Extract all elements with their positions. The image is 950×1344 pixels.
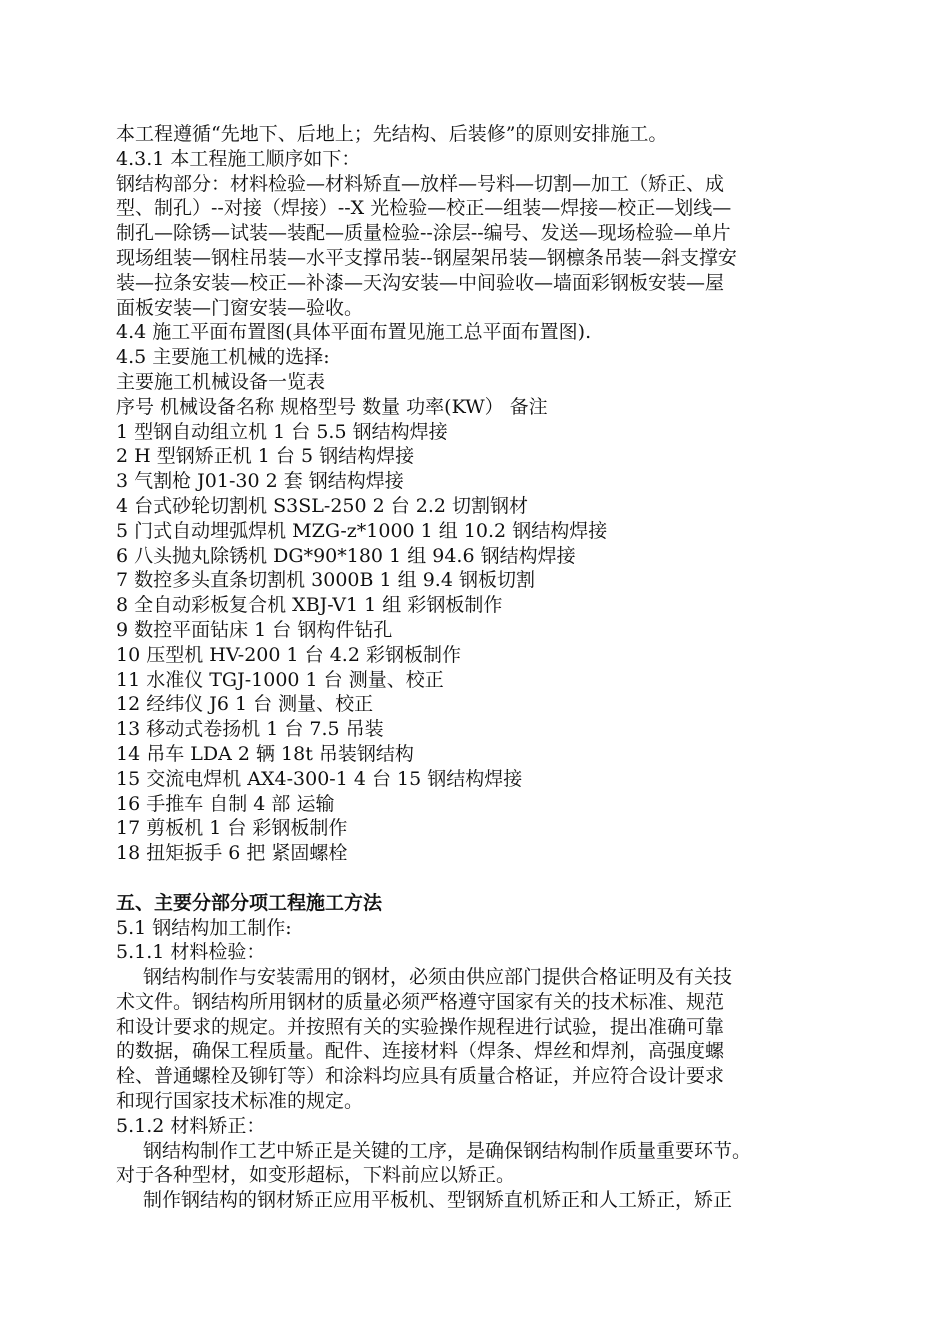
equipment-row: 13 移动式卷扬机 1 台 7.5 吊装 xyxy=(116,718,384,741)
equipment-table-header: 序号 机械设备名称 规格型号 数量 功率(KW） 备注 xyxy=(116,395,548,418)
paragraph-line: 和现行国家技术标准的规定。 xyxy=(116,1090,364,1113)
section-5-1-1-title: 5.1.1 材料检验： xyxy=(116,941,266,964)
paragraph-line: 栓、普通螺栓及铆钉等）和涂料均应具有质量合格证，并应符合设计要求 xyxy=(116,1065,725,1088)
section-5-1-title: 5.1 钢结构加工制作: xyxy=(116,916,292,939)
paragraph-line: 制作钢结构的钢材矫正应用平板机、型钢矫直机矫正和人工矫正，矫正 xyxy=(143,1189,733,1212)
paragraph-material-straightening xyxy=(116,1139,876,1189)
equipment-row: 12 经纬仪 J6 1 台 测量、校正 xyxy=(116,693,374,716)
equipment-row: 11 水准仪 TGJ-1000 1 台 测量、校正 xyxy=(116,668,444,691)
paragraph-line: 钢结构制作与安装需用的钢材，必须由供应部门提供合格证明及有关技 xyxy=(143,966,733,989)
equipment-row: 17 剪板机 1 台 彩钢板制作 xyxy=(116,817,348,840)
sequence-line: 现场组装—钢柱吊装—水平支撑吊装--钢屋架吊装—钢檩条吊装—斜支撑安 xyxy=(116,246,737,269)
document-page xyxy=(116,122,876,1213)
equipment-row: 18 扭矩扳手 6 把 紧固螺栓 xyxy=(116,842,348,865)
sequence-line: 制孔—除锈—试装—装配—质量检验--涂层--编号、发送—现场检验—单片 xyxy=(116,222,731,245)
section-5-1-2-title: 5.1.2 材料矫正： xyxy=(116,1114,266,1137)
section-5-heading: 五、主要分部分项工程施工方法 xyxy=(116,891,383,914)
paragraph-line: 术文件。钢结构所用钢材的质量必须严格遵守国家有关的技术标准、规范 xyxy=(116,990,725,1013)
equipment-row: 7 数控多头直条切割机 3000B 1 组 9.4 钢板切割 xyxy=(116,569,535,592)
section-4-5-title: 4.5 主要施工机械的选择: xyxy=(116,346,330,369)
sequence-line: 型、制孔）--对接（焊接）--X 光检验—校正—组装—焊接—校正—划线— xyxy=(116,197,732,220)
sequence-line: 装—拉条安装—校正—补漆—天沟安装—中间验收—墙面彩钢板安装—屋 xyxy=(116,271,725,294)
sequence-line: 面板安装—门窗安装—验收。 xyxy=(116,296,364,319)
equipment-row: 1 型钢自动组立机 1 台 5.5 钢结构焊接 xyxy=(116,420,448,443)
equipment-row: 3 气割枪 J01-30 2 套 钢结构焊接 xyxy=(116,470,404,493)
paragraph-material-inspection xyxy=(116,965,876,1114)
equipment-row: 2 H 型钢矫正机 1 台 5 钢结构焊接 xyxy=(116,445,415,468)
section-4-3-1-title: 4.3.1 本工程施工顺序如下： xyxy=(116,147,361,170)
paragraph-line: 的数据，确保工程质量。配件、连接材料（焊条、焊丝和焊剂，高强度螺 xyxy=(116,1040,725,1063)
equipment-row: 4 台式砂轮切割机 S3SL-250 2 台 2.2 切割钢材 xyxy=(116,494,529,517)
equipment-row: 10 压型机 HV-200 1 台 4.2 彩钢板制作 xyxy=(116,643,461,666)
equipment-list xyxy=(116,420,876,866)
paragraph-line: 和设计要求的规定。并按照有关的实验操作规程进行试验，提出准确可靠 xyxy=(116,1015,725,1038)
equipment-table-title: 主要施工机械设备一览表 xyxy=(116,370,326,393)
construction-sequence xyxy=(116,172,876,321)
paragraph-line: 对于各种型材，如变形超标，下料前应以矫正。 xyxy=(116,1164,516,1187)
paragraph-line: 钢结构制作工艺中矫正是关键的工序，是确保钢结构制作质量重要环节。 xyxy=(143,1139,752,1162)
equipment-row: 16 手推车 自制 4 部 运输 xyxy=(116,792,335,815)
paragraph-straightening-methods xyxy=(116,1188,876,1213)
section-4-4-title: 4.4 施工平面布置图(具体平面布置见施工总平面布置图). xyxy=(116,321,592,344)
intro-text: 本工程遵循“先地下、后地上；先结构、后装修”的原则安排施工。 xyxy=(116,123,668,145)
equipment-row: 15 交流电焊机 AX4-300-1 4 台 15 钢结构焊接 xyxy=(116,767,523,790)
equipment-row: 6 八头抛丸除锈机 DG*90*180 1 组 94.6 钢结构焊接 xyxy=(116,544,576,567)
equipment-row: 5 门式自动埋弧焊机 MZG-z*1000 1 组 10.2 钢结构焊接 xyxy=(116,519,608,542)
sequence-line: 钢结构部分：材料检验—材料矫直—放样—号料—切割—加工（矫正、成 xyxy=(116,172,725,195)
equipment-row: 8 全自动彩板复合机 XBJ-V1 1 组 彩钢板制作 xyxy=(116,594,503,617)
equipment-row: 9 数控平面钻床 1 台 钢构件钻孔 xyxy=(116,618,393,641)
equipment-row: 14 吊车 LDA 2 辆 18t 吊装钢结构 xyxy=(116,742,414,765)
